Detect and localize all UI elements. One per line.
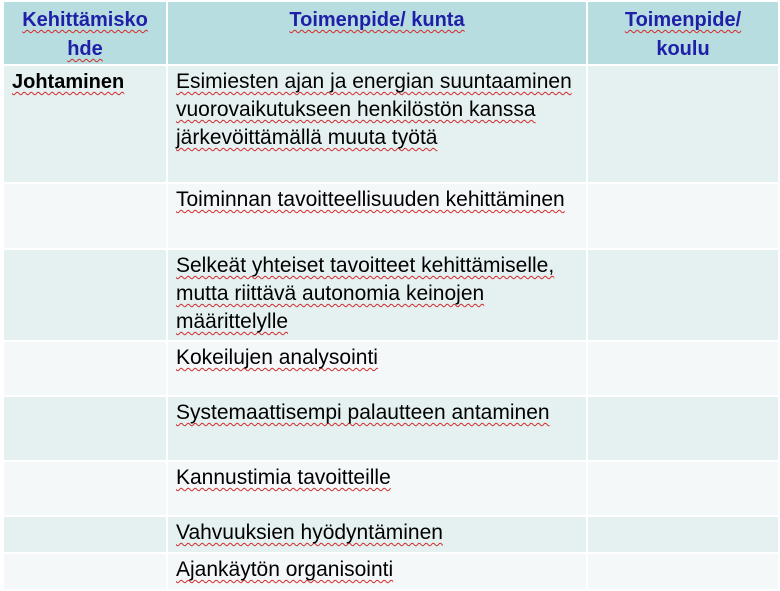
header-kehittamiskohde: Kehittämisko hde <box>3 1 167 65</box>
table-row <box>3 65 779 183</box>
table-row <box>3 183 779 249</box>
row-kehittamiskohde-cell <box>3 183 167 249</box>
table-row <box>3 553 779 590</box>
row-kunta-cell: Ajankäytön organisointi <box>167 553 587 590</box>
row-kunta-cell: Systemaattisempi palautteen antaminen <box>167 396 587 461</box>
row-kunta-cell: Selkeät yhteiset tavoitteet kehittämiselle, mutta riittävä autonomia keinojen määrittelylle <box>167 249 587 341</box>
row-koulu-cell <box>587 249 779 341</box>
row-kehittamiskohde-cell <box>3 249 167 341</box>
row-koulu-cell <box>587 553 779 590</box>
header-toimenpide-kunta: Toimenpide/ kunta <box>167 1 587 65</box>
row-koulu-cell <box>587 396 779 461</box>
row-koulu-cell <box>587 65 779 183</box>
row-kehittamiskohde-cell <box>3 341 167 396</box>
row-kunta-cell: Esimiesten ajan ja energian suuntaaminen vuorovaikutukseen henkilöstön kanssa järkevöittämällä muuta työtä <box>167 65 587 183</box>
row-koulu-cell <box>587 516 779 553</box>
row-kehittamiskohde-cell <box>3 516 167 553</box>
row-kunta-cell: Vahvuuksien hyödyntäminen <box>167 516 587 553</box>
row-kehittamiskohde-cell <box>3 396 167 461</box>
header-row <box>3 1 779 65</box>
table-row <box>3 249 779 341</box>
row-koulu-cell <box>587 461 779 516</box>
row-kunta-cell: Kokeilujen analysointi <box>167 341 587 396</box>
table-row <box>3 341 779 396</box>
row-kehittamiskohde-cell <box>3 461 167 516</box>
row-kehittamiskohde-cell: Johtaminen <box>3 65 167 183</box>
table-row <box>3 396 779 461</box>
development-table <box>2 0 780 591</box>
row-kunta-cell: Toiminnan tavoitteellisuuden kehittäminen <box>167 183 587 249</box>
table-row <box>3 461 779 516</box>
row-koulu-cell <box>587 341 779 396</box>
table-row <box>3 516 779 553</box>
row-kehittamiskohde-cell <box>3 553 167 590</box>
row-koulu-cell <box>587 183 779 249</box>
row-kunta-cell: Kannustimia tavoitteille <box>167 461 587 516</box>
header-toimenpide-koulu: Toimenpide/ koulu <box>587 1 779 65</box>
